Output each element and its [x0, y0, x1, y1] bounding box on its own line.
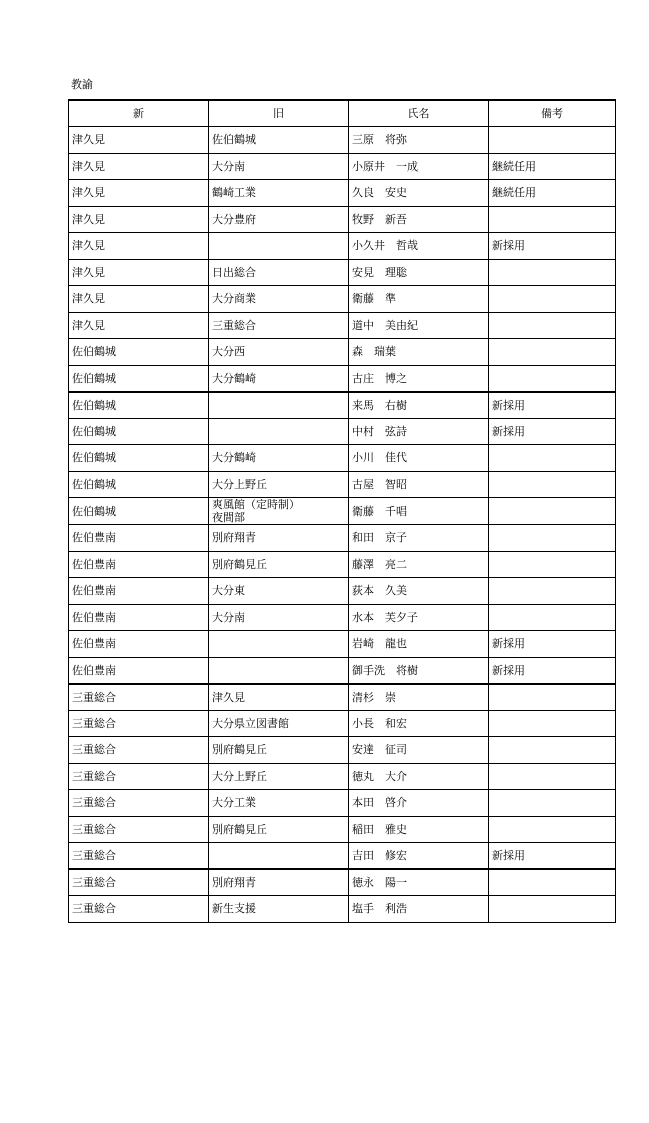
cell-old: 爽風館（定時制） 夜間部	[209, 498, 349, 525]
table-row	[69, 790, 616, 817]
cell-name: 水本 芙夕子	[349, 604, 489, 631]
cell-new: 佐伯鶴城	[69, 418, 209, 445]
cell-note	[489, 312, 616, 339]
cell-name: 衛藤 準	[349, 286, 489, 313]
cell-new: 佐伯鶴城	[69, 445, 209, 472]
cell-note	[489, 578, 616, 605]
cell-name: 塩手 利浩	[349, 896, 489, 923]
table-row	[69, 896, 616, 923]
cell-old	[209, 843, 349, 870]
cell-old: 日出総合	[209, 259, 349, 286]
cell-note	[489, 445, 616, 472]
cell-old: 鶴崎工業	[209, 180, 349, 207]
cell-new: 佐伯鶴城	[69, 339, 209, 366]
table-row	[69, 551, 616, 578]
cell-new: 三重総合	[69, 710, 209, 737]
cell-new: 佐伯豊南	[69, 604, 209, 631]
cell-new: 津久見	[69, 286, 209, 313]
cell-note	[489, 339, 616, 366]
cell-note	[489, 498, 616, 525]
cell-new: 津久見	[69, 180, 209, 207]
cell-note: 新採用	[489, 418, 616, 445]
cell-note	[489, 206, 616, 233]
cell-new: 佐伯鶴城	[69, 392, 209, 419]
table-row	[69, 578, 616, 605]
table-row	[69, 737, 616, 764]
cell-name: 衛藤 千唱	[349, 498, 489, 525]
cell-new: 津久見	[69, 153, 209, 180]
table-row	[69, 153, 616, 180]
cell-note	[489, 604, 616, 631]
cell-new: 佐伯豊南	[69, 578, 209, 605]
cell-name: 来馬 右樹	[349, 392, 489, 419]
cell-new: 津久見	[69, 206, 209, 233]
cell-name: 安達 征司	[349, 737, 489, 764]
cell-new: 三重総合	[69, 896, 209, 923]
cell-old: 大分商業	[209, 286, 349, 313]
page-heading: 教諭	[71, 78, 93, 91]
cell-name: 清杉 崇	[349, 684, 489, 711]
table-row	[69, 684, 616, 711]
cell-note: 新採用	[489, 631, 616, 658]
cell-name: 道中 美由紀	[349, 312, 489, 339]
cell-note	[489, 684, 616, 711]
cell-old: 津久見	[209, 684, 349, 711]
cell-new: 佐伯豊南	[69, 525, 209, 552]
cell-name: 森 瑞葉	[349, 339, 489, 366]
cell-name: 本田 啓介	[349, 790, 489, 817]
cell-name: 岩崎 龍也	[349, 631, 489, 658]
cell-new: 津久見	[69, 259, 209, 286]
cell-note: 継続任用	[489, 180, 616, 207]
cell-old	[209, 233, 349, 260]
cell-old: 佐伯鶴城	[209, 127, 349, 154]
cell-note	[489, 869, 616, 896]
cell-note	[489, 763, 616, 790]
cell-name: 古屋 智昭	[349, 471, 489, 498]
table-row	[69, 604, 616, 631]
personnel-table	[68, 99, 616, 923]
cell-new: 津久見	[69, 233, 209, 260]
cell-new: 三重総合	[69, 790, 209, 817]
cell-old: 大分東	[209, 578, 349, 605]
cell-new: 佐伯豊南	[69, 657, 209, 684]
cell-new: 三重総合	[69, 816, 209, 843]
cell-note: 新採用	[489, 392, 616, 419]
cell-name: 小川 佳代	[349, 445, 489, 472]
table-row	[69, 816, 616, 843]
cell-name: 小長 和宏	[349, 710, 489, 737]
table-row	[69, 763, 616, 790]
cell-new: 三重総合	[69, 869, 209, 896]
cell-old: 大分鶴崎	[209, 365, 349, 392]
table-row	[69, 631, 616, 658]
cell-note: 新採用	[489, 843, 616, 870]
cell-note: 新採用	[489, 657, 616, 684]
cell-old	[209, 418, 349, 445]
cell-new: 佐伯鶴城	[69, 471, 209, 498]
cell-new: 佐伯豊南	[69, 551, 209, 578]
cell-name: 安見 理聡	[349, 259, 489, 286]
table-row	[69, 180, 616, 207]
cell-old: 別府翔青	[209, 869, 349, 896]
table-row	[69, 127, 616, 154]
cell-note	[489, 525, 616, 552]
table-row	[69, 233, 616, 260]
cell-new: 三重総合	[69, 763, 209, 790]
cell-old	[209, 392, 349, 419]
column-header-new: 新	[69, 100, 209, 127]
cell-note	[489, 471, 616, 498]
cell-old	[209, 631, 349, 658]
cell-old: 新生支援	[209, 896, 349, 923]
cell-name: 牧野 新吾	[349, 206, 489, 233]
cell-old: 別府翔青	[209, 525, 349, 552]
table-row	[69, 869, 616, 896]
cell-old: 三重総合	[209, 312, 349, 339]
cell-old	[209, 657, 349, 684]
cell-note	[489, 551, 616, 578]
cell-note	[489, 365, 616, 392]
cell-note: 継続任用	[489, 153, 616, 180]
table-row	[69, 710, 616, 737]
cell-note	[489, 259, 616, 286]
table-row	[69, 365, 616, 392]
table-row	[69, 392, 616, 419]
table-row	[69, 259, 616, 286]
table-row	[69, 286, 616, 313]
cell-old: 別府鶴見丘	[209, 551, 349, 578]
table-row	[69, 498, 616, 525]
cell-name: 中村 弦詩	[349, 418, 489, 445]
cell-new: 三重総合	[69, 684, 209, 711]
column-header-note: 備考	[489, 100, 616, 127]
cell-new: 津久見	[69, 312, 209, 339]
table-row	[69, 445, 616, 472]
cell-name: 小久井 哲哉	[349, 233, 489, 260]
cell-old: 大分県立図書館	[209, 710, 349, 737]
table-row	[69, 525, 616, 552]
table-row	[69, 843, 616, 870]
cell-name: 久良 安史	[349, 180, 489, 207]
cell-new: 佐伯豊南	[69, 631, 209, 658]
cell-name: 藤澤 亮二	[349, 551, 489, 578]
cell-name: 徳永 陽一	[349, 869, 489, 896]
cell-note	[489, 127, 616, 154]
cell-note	[489, 710, 616, 737]
cell-old: 大分南	[209, 604, 349, 631]
table-header-row	[69, 100, 616, 127]
cell-old: 大分南	[209, 153, 349, 180]
cell-name: 吉田 修宏	[349, 843, 489, 870]
cell-note: 新採用	[489, 233, 616, 260]
cell-name: 荻本 久美	[349, 578, 489, 605]
cell-new: 佐伯鶴城	[69, 365, 209, 392]
cell-note	[489, 286, 616, 313]
cell-old: 大分豊府	[209, 206, 349, 233]
cell-note	[489, 896, 616, 923]
cell-old: 大分西	[209, 339, 349, 366]
cell-old: 別府鶴見丘	[209, 816, 349, 843]
table-row	[69, 206, 616, 233]
cell-old: 大分工業	[209, 790, 349, 817]
cell-note	[489, 737, 616, 764]
column-header-name: 氏名	[349, 100, 489, 127]
table-row	[69, 418, 616, 445]
table-row	[69, 657, 616, 684]
cell-new: 津久見	[69, 127, 209, 154]
cell-name: 三原 将弥	[349, 127, 489, 154]
cell-name: 徳丸 大介	[349, 763, 489, 790]
cell-name: 御手洗 将樹	[349, 657, 489, 684]
cell-new: 三重総合	[69, 737, 209, 764]
cell-old: 大分鶴崎	[209, 445, 349, 472]
cell-name: 小原井 一成	[349, 153, 489, 180]
cell-new: 佐伯鶴城	[69, 498, 209, 525]
cell-old: 大分上野丘	[209, 471, 349, 498]
cell-old: 別府鶴見丘	[209, 737, 349, 764]
table-row	[69, 339, 616, 366]
cell-name: 和田 京子	[349, 525, 489, 552]
cell-note	[489, 790, 616, 817]
cell-name: 古庄 博之	[349, 365, 489, 392]
table-row	[69, 312, 616, 339]
cell-old: 大分上野丘	[209, 763, 349, 790]
column-header-old: 旧	[209, 100, 349, 127]
table-row	[69, 471, 616, 498]
table-body	[69, 127, 616, 923]
cell-name: 稲田 雅史	[349, 816, 489, 843]
cell-new: 三重総合	[69, 843, 209, 870]
cell-note	[489, 816, 616, 843]
